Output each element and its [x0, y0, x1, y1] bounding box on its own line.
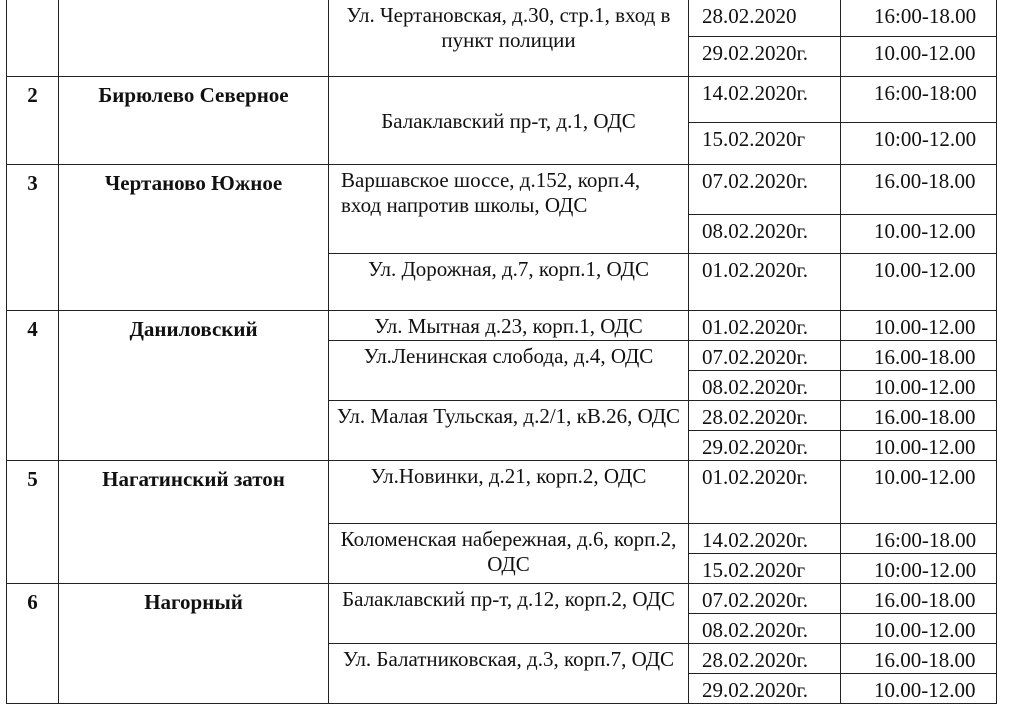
district-name-cell: Даниловский: [59, 310, 329, 460]
address-cell: Ул.Ленинская слобода, д.4, ОДС: [329, 340, 689, 400]
district-number-cell: 3: [7, 164, 59, 310]
time-cell: 16.00-18.00: [841, 583, 997, 613]
time-cell: 10.00-12.00: [841, 673, 997, 703]
time-cell: 16:00-18:00: [841, 76, 997, 122]
date-cell: 29.02.2020г.: [689, 430, 841, 460]
time-cell: 10:00-12.00: [841, 122, 997, 164]
time-cell: 10.00-12.00: [841, 310, 997, 340]
date-cell: 07.02.2020г.: [689, 340, 841, 370]
date-cell: 15.02.2020г: [689, 553, 841, 583]
date-cell: 28.02.2020г.: [689, 400, 841, 430]
table-row: [7, 164, 997, 214]
district-name-cell: Нагатинский затон: [59, 460, 329, 583]
table-row: [7, 310, 997, 340]
time-cell: 16.00-18.00: [841, 164, 997, 214]
time-cell: 10.00-12.00: [841, 253, 997, 310]
district-number-cell: 2: [7, 76, 59, 164]
date-cell: 28.02.2020: [689, 0, 841, 36]
date-cell: 07.02.2020г.: [689, 164, 841, 214]
time-cell: 10:00-12.00: [841, 553, 997, 583]
date-cell: 29.02.2020г.: [689, 673, 841, 703]
district-name-cell: Бирюлево Северное: [59, 76, 329, 164]
date-cell: 01.02.2020г.: [689, 460, 841, 523]
address-cell: Балаклавский пр-т, д.1, ОДС: [329, 76, 689, 164]
date-cell: 08.02.2020г.: [689, 214, 841, 253]
district-name-cell: [59, 0, 329, 76]
date-cell: 08.02.2020г.: [689, 370, 841, 400]
address-cell: Ул.Новинки, д.21, корп.2, ОДС: [329, 460, 689, 523]
time-cell: 16.00-18.00: [841, 340, 997, 370]
address-cell: Ул. Мытная д.23, корп.1, ОДС: [329, 310, 689, 340]
date-cell: 14.02.2020г.: [689, 523, 841, 553]
date-cell: 07.02.2020г.: [689, 583, 841, 613]
time-cell: 10.00-12.00: [841, 460, 997, 523]
address-cell: Ул. Дорожная, д.7, корп.1, ОДС: [329, 253, 689, 310]
address-cell: Ул. Балатниковская, д.3, корп.7, ОДС: [329, 643, 689, 703]
date-cell: 01.02.2020г.: [689, 310, 841, 340]
table-row: [7, 460, 997, 523]
district-number-cell: [7, 0, 59, 76]
date-cell: 14.02.2020г.: [689, 76, 841, 122]
time-cell: 10.00-12.00: [841, 613, 997, 643]
date-cell: 01.02.2020г.: [689, 253, 841, 310]
table-row: [7, 583, 997, 613]
address-cell: Коломенская набережная, д.6, корп.2, ОДС: [329, 523, 689, 583]
time-cell: 16.00-18.00: [841, 400, 997, 430]
time-cell: 10.00-12.00: [841, 214, 997, 253]
district-name-cell: Чертаново Южное: [59, 164, 329, 310]
time-cell: 16:00-18.00: [841, 0, 997, 36]
address-cell: Ул. Малая Тульская, д.2/1, кВ.26, ОДС: [329, 400, 689, 460]
address-cell: Варшавское шоссе, д.152, корп.4, вход напротив школы, ОДС: [329, 164, 689, 253]
date-cell: 29.02.2020г.: [689, 36, 841, 76]
schedule-table: [6, 0, 997, 704]
district-number-cell: 4: [7, 310, 59, 460]
address-cell: Балаклавский пр-т, д.12, корп.2, ОДС: [329, 583, 689, 643]
table-row: [7, 76, 997, 122]
date-cell: 15.02.2020г: [689, 122, 841, 164]
table-row: [7, 0, 997, 36]
date-cell: 28.02.2020г.: [689, 643, 841, 673]
address-cell: Ул. Чертановская, д.30, стр.1, вход в пункт полиции: [329, 0, 689, 76]
district-name-cell: Нагорный: [59, 583, 329, 703]
district-number-cell: 5: [7, 460, 59, 583]
date-cell: 08.02.2020г.: [689, 613, 841, 643]
time-cell: 10.00-12.00: [841, 430, 997, 460]
district-number-cell: 6: [7, 583, 59, 703]
time-cell: 10.00-12.00: [841, 36, 997, 76]
time-cell: 16.00-18.00: [841, 643, 997, 673]
time-cell: 16:00-18.00: [841, 523, 997, 553]
time-cell: 10.00-12.00: [841, 370, 997, 400]
